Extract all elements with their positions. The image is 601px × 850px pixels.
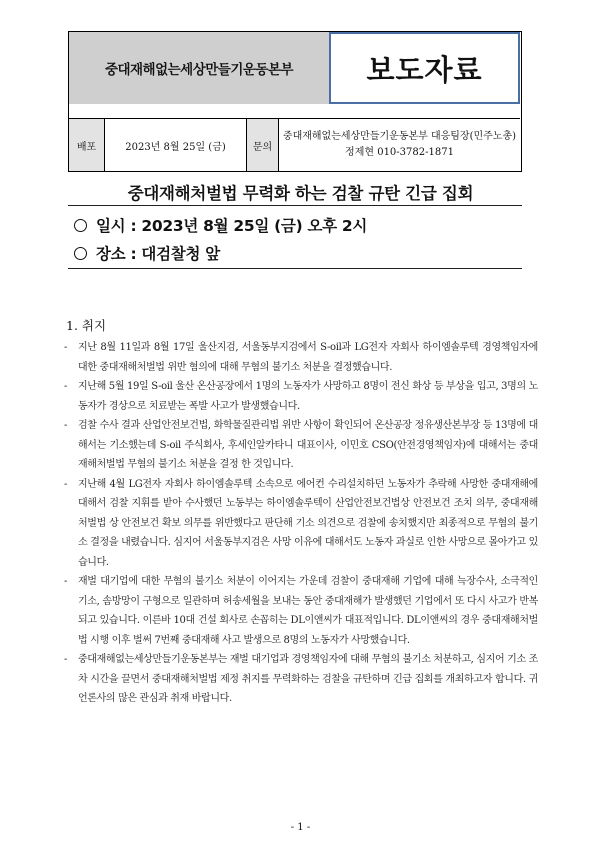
org-name: 중대재해없는세상만들기운동본부: [69, 32, 329, 104]
contact-line-2: 정제현 010-3782-1871: [345, 147, 454, 158]
press-release-label: 보도자료: [329, 32, 520, 104]
dash-marker: -: [64, 381, 68, 392]
list-item: [64, 377, 538, 416]
circle-bullet-icon: [74, 247, 87, 260]
circle-bullet-icon: [74, 219, 87, 232]
inquiry-label: 문의: [247, 119, 279, 171]
dash-marker: -: [64, 342, 68, 353]
event-datetime: [74, 214, 367, 236]
contact-info: [279, 119, 520, 171]
event-box: [68, 205, 522, 269]
event-datetime-text: 일시 : 2023년 8월 25일 (금) 오후 2시: [96, 217, 368, 235]
bullet-text: 중대재해없는세상만들기운동본부는 재벌 대기업과 경영책임자에 대해 무혐의 불기소 처분하고, 심지어 기소 조차 시간을 끌면서 중대재해처벌법 제정 취지를 무력화하는 검찰을 규탄하며 긴급 집회를 개최하고자 합니다. 귀 언론사의 많은 관심과 취재 바랍니다.: [78, 654, 538, 704]
list-item: [64, 572, 538, 650]
dash-marker: -: [64, 420, 68, 431]
event-place: [74, 242, 220, 264]
bullet-text: 검찰 수사 결과 산업안전보건법, 화학물질관리법 위반 사항이 확인되어 온산공장 정유생산본부장 등 13명에 대해서는 기소했는데 S-oil 주식회사, 후세인알카타니 대표이사, 이민호 CSO(안전경영책임자)에 대해서는 중대재해처벌법 무혐의 불기소 처분을 결정 한 것입니다.: [78, 420, 538, 470]
bullet-text: 지난 8월 11일과 8월 17일 울산지검, 서울동부지검에서 S-oil과 LG전자 자회사 하이엠솔루텍 경영책임자에 대한 중대재해처벌법 위반 혐의에 대해 무혐의 불기소 처분을 결정했습니다.: [78, 342, 538, 373]
contact-line-1: 중대재해없는세상만들기운동본부 대응팀장(민주노총): [282, 131, 517, 142]
list-item: [64, 650, 538, 709]
bullet-text: 재벌 대기업에 대한 무혐의 불기소 처분이 이어지는 가운데 검찰이 중대재해 기업에 대해 늑장수사, 소극적인 기소, 솜방망이 구형으로 일관하며 허송세월을 보내는 동안 중대재해가 발생했던 기업에서 또 다시 사고가 반복되고 있습니다. 이른바 10대 건설 회사로 손꼽히는 DL이앤씨가 대표적입니다. DL이앤씨의 경우 중대재해처벌법 시행 이후 벌써 7번째 중대재해 사고 발생으로 8명의 노동자가 사망했습니다.: [78, 576, 538, 646]
bullet-text: 지난해 5월 19일 S-oil 울산 온산공장에서 1명의 노동자가 사망하고 8명이 전신 화상 등 부상을 입고, 3명의 노동자가 경상으로 치료받는 폭발 사고가 발생했습니다.: [78, 381, 538, 412]
page-number: - 1 -: [290, 822, 311, 833]
info-row: [69, 118, 520, 170]
event-place-text: 장소 : 대검찰청 앞: [96, 245, 220, 263]
distribution-date: 2023년 8월 25일 (금): [105, 119, 247, 171]
dash-marker: -: [64, 478, 68, 490]
bullet-list: [64, 338, 538, 709]
bullet-text: 지난해 4월 LG전자 자회사 하이엠솔루텍 소속으로 에어컨 수리설치하던 노동자가 추락해 사망한 중대재해에 대해서 검찰 지휘를 받아 수사했던 노동부는 하이엠솔루텍이 산업안전보건법상 안전보건 조치 의무, 중대재해처벌법 상 안전보건 확보 의무를 위반했다고 판단해 기소 의견으로 검찰에 송치했지만 최종적으로 무혐의 불기소 결정을 내렸습니다. 심지어 서울동부지검은 사망 이유에 대해서도 노동자 과실로 인한 사망으로 몰아가고 있습니다.: [78, 478, 538, 568]
document-title: 중대재해처벌법 무력화 하는 검찰 규탄 긴급 집회: [127, 184, 474, 203]
list-item: [64, 338, 538, 377]
list-item: [64, 475, 538, 573]
list-item: [64, 416, 538, 475]
distribution-label: 배포: [69, 119, 105, 171]
header-table: [68, 31, 522, 172]
section-heading: 1. 취지: [66, 318, 107, 333]
dash-marker: -: [64, 654, 68, 665]
dash-marker: -: [64, 576, 68, 587]
